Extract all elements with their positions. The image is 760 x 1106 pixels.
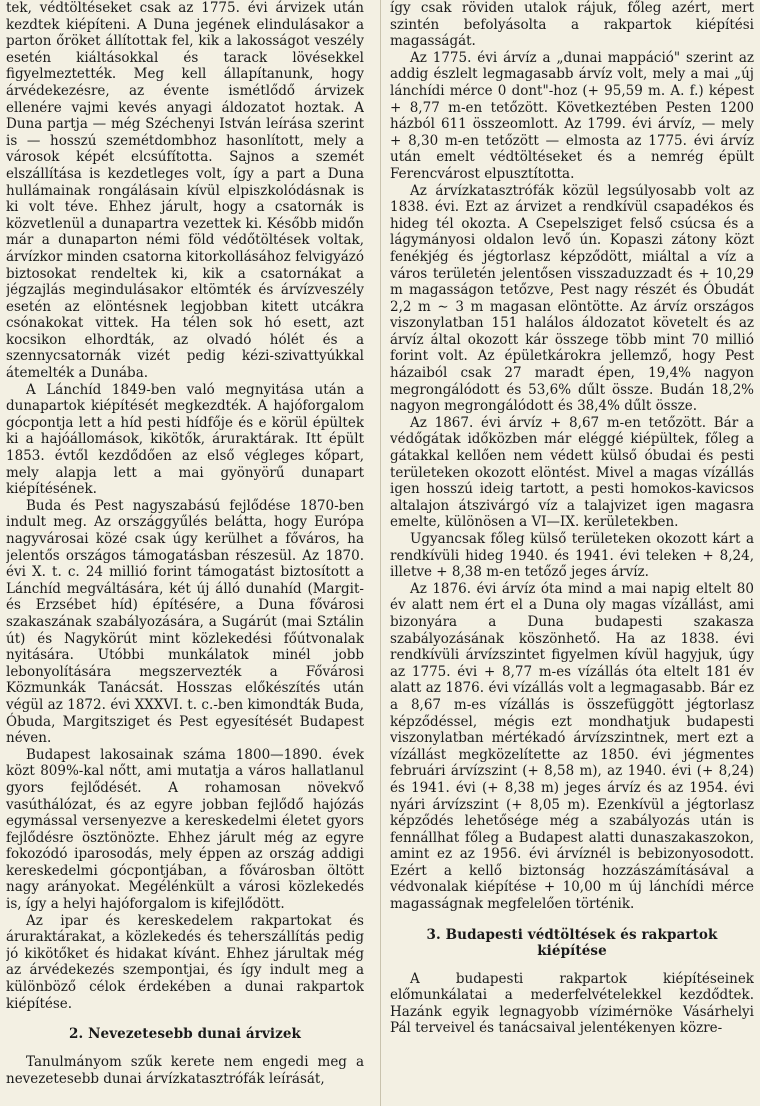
paragraph: A budapesti rakpartok kiépítéseinek előmunkálatai a mederfelvételekkel kezdődtek. Hazánk egyik legnagyobb vízimérnöke Vásárhelyi Pál terveivel és tanácsaival jelentékenyen közre- [390,970,754,1037]
paragraph: így csak röviden utalok rájuk, főleg azért, mert szintén befolyásolta a rakpartok kiépítési magasságát. [390,0,754,50]
paragraph: tek, védtöltéseket csak az 1775. évi árvizek után kezdtek kiépíteni. A Duna jegének elindulásakor a parton őröket állítottak fel, kik a lakosságot veszély esetén kiáltásokkal és tarack lövésekkel figyelmeztették. Meg kell állapítanunk, hogy árvédekezésre, az évente ismétlődő árvizek ellenére vajmi kevés anyagi áldozatot hoztak. A Duna partja — még Széchenyi István leírása szerint is — hosszú szemétdombhoz hasonlított, mely a városok képét elcsúfította. Sajnos a szemét elszállítása is kezdetleges volt, így a part a Duna hullámainak rongálásain kívül elpiszkolódásnak is ki volt téve. Ehhez járult, hogy a csatornák is közvetlenül a dunapartra vezettek ki. Később midőn már a dunaparton némi föld védőtöltések voltak, árvízkor minden csatorna kitorkollásához felvigyázó biztosokat rendeltek ki, kik a csatornákat a jégzajlás megindulásakor eltömték és árvízveszély esetén az elöntésnek legjobban kitett utcákra csónakokat vittek. Ha télen sok hó esett, azt kocsikon elhordták, az olvadó hólét és a szennycsatornák vizét pedig kézi-szivattyúkkal átemelték a Dunába. [6,0,364,382]
column-divider [380,0,381,1106]
section-heading: 2. Nevezetesebb dunai árvizek [69,1026,301,1043]
paragraph: A Lánchíd 1849-ben való megnyitása után a dunapartok kiépítését megkezdték. A hajóforgalom gócpontja lett a híd pesti hídfője és e körül épültek ki a hajóállomások, kikötők, áruraktárak. Itt épült 1853. évtől kezdődően az első végleges kőpart, mely alapja lett a mai gyönyörű dunapart kiépítésének. [6,381,364,498]
paragraph: Az 1876. évi árvíz óta mind a mai napig eltelt 80 év alatt nem ért el a Duna oly magas vízállást, ami bizonyára a Duna budapesti szakasza szabályozásának köszönhető. Ha az 1838. évi rendkívüli árvízszintet figyelmen kívül hagyjuk, úgy az 1775. évi + 8,77 m-es vízállás óta eltelt 181 év alatt az 1876. évi vízállás volt a legmagasabb. Bár ez a 8,67 m-es vízállás is összefüggött jégtorlasz képződéssel, mégis ezt mondhatjuk budapesti viszonylatban mértékadó árvízszintnek, mert ezt a vízállást megközelítette az 1850. évi jégmentes februári árvízszint (+ 8,58 m), az 1940. évi (+ 8,24) és 1941. évi (+ 8,38 m) jeges árvíz és az 1954. évi nyári árvízszint (+ 8,05 m). Ezenkívül a jégtorlasz képződés lehetősége még a szabályozás után is fennállhat főleg a Budapest alatti dunaszakaszokon, amint ez az 1956. évi árvíznél is bebizonyosodott. Ezért a kellő biztonság hozzászámításával a védvonalak kiépítése + 10,00 m új lánchídi mérce magasságnak megfelelően történik. [390,580,754,913]
paragraph: Buda és Pest nagyszabású fejlődése 1870-ben indult meg. Az országgyűlés belátta, hogy Európa nagyvárosai közé csak úgy kerülhet a főváros, ha jelentős országos támogatásban részesül. Az 1870. évi X. t. c. 24 millió forint támogatást biztosított a Lánchíd megváltására, két új álló dunahíd (Margit- és Erzsébet híd) építésére, a Duna fővárosi szakaszának szabályozására, a Sugárút (mai Sztálin út) és Nagykörút mint közlekedési főútvonalak nyitására. Utóbbi munkálatok minél jobb lebonyolítására megszervezték a Fővárosi Közmunkák Tanácsát. Hosszas előkészítés után végül az 1872. évi XXXVI. t. c.-ben kimondták Buda, Óbuda, Margitsziget és Pest egyesítését Budapest néven. [6,497,364,747]
right-column [390,0,754,1106]
paragraph: Ugyancsak főleg külső területeken okozott kárt a rendkívüli hideg 1940. és 1941. évi teleken + 8,24, illetve + 8,38 m-en tetőző jeges árvíz. [390,531,754,581]
left-column [6,0,364,1106]
paragraph: Budapest lakosainak száma 1800—1890. évek közt 809%-kal nőtt, ami mutatja a város hallatlanul gyors fejlődését. A rohamosan növekvő vasúthálózat, és az egyre jobban fejlődő hajózás egymással versenyezve a kereskedelmi életet gyors fejlődésre ösztönözte. Ehhez járult még az egyre fokozódó iparosodás, mely éppen az ország addigi kereskedelmi gócpontjában, a fővárosban öltött nagy arányokat. Megélénkült a városi közlekedés is, így a helyi hajóforgalom is kifejlődött. [6,746,364,913]
paragraph: Az árvízkatasztrófák közül legsúlyosabb volt az 1838. évi. Ezt az árvizet a rendkívül csapadékos és hideg tél okozta. A Csepelsziget felső csúcsa és a lágymányosi oldalon levő ún. Kopaszi zátony közt fenékjég és jégtorlasz képződött, miáltal a víz a város területén jelentősen visszaduzzadt és + 10,29 m magasságon tetőzve, Pest nagy részét és Óbudát 2,2 m ∼ 3 m magasan elöntötte. Az árvíz országos viszonylatban 151 halálos áldozatot követelt és az árvíz által okozott kár összege több mint 70 millió forint volt. Az épületkárokra jellemző, hogy Pest házaiból csak 27 maradt épen, 19,4% nagyon megrongálódott és 53,6% dűlt össze. Budán 18,2% nagyon megrongálódott és 38,4% dűlt össze. [390,182,754,415]
paragraph: Az ipar és kereskedelem rakpartokat és áruraktárakat, a közlekedés és teherszállítás pedig jó kikötőket és hidakat kívánt. Ehhez járultak még az árvédekezés szempontjai, és így indult meg a különböző célok érdekében a dunai rakpartok kiépítése. [6,912,364,1012]
paragraph: Az 1775. évi árvíz a „dunai mappáció" szerint az addig észlelt legmagasabb árvíz volt, mely a mai „új lánchídi mérce 0 dont"-hoz (+ 95,59 m. A. f.) képest + 8,77 m-en tetőzött. Következtében Pesten 1200 házból 611 összeomlott. Az 1799. évi árvíz, — mely + 8,30 m-en tetőzött — elmosta az 1775. évi árvíz után emelt védtöltéseket és a nemrég épült Ferencvárost elpusztította. [390,49,754,182]
paragraph: Tanulmányom szűk kerete nem engedi meg a nevezetesebb dunai árvízkatasztrófák leírását, [6,1054,364,1087]
section-heading: 3. Budapesti védtöltések és rakpartok kiépítése [426,926,718,959]
paragraph: Az 1867. évi árvíz + 8,67 m-en tetőzött. Bár a védőgátak időközben már eléggé kiépültek, főleg a gátakkal kellően nem védett külső óbudai és pesti területeken okozott elöntést. Mivel a magas vízállás igen hosszú ideig tartott, a pesti homokos-kavicsos altalajon átszivárgó víz a talajvizet igen magasra emelte, különösen a VI—IX. kerületekben. [390,414,754,531]
